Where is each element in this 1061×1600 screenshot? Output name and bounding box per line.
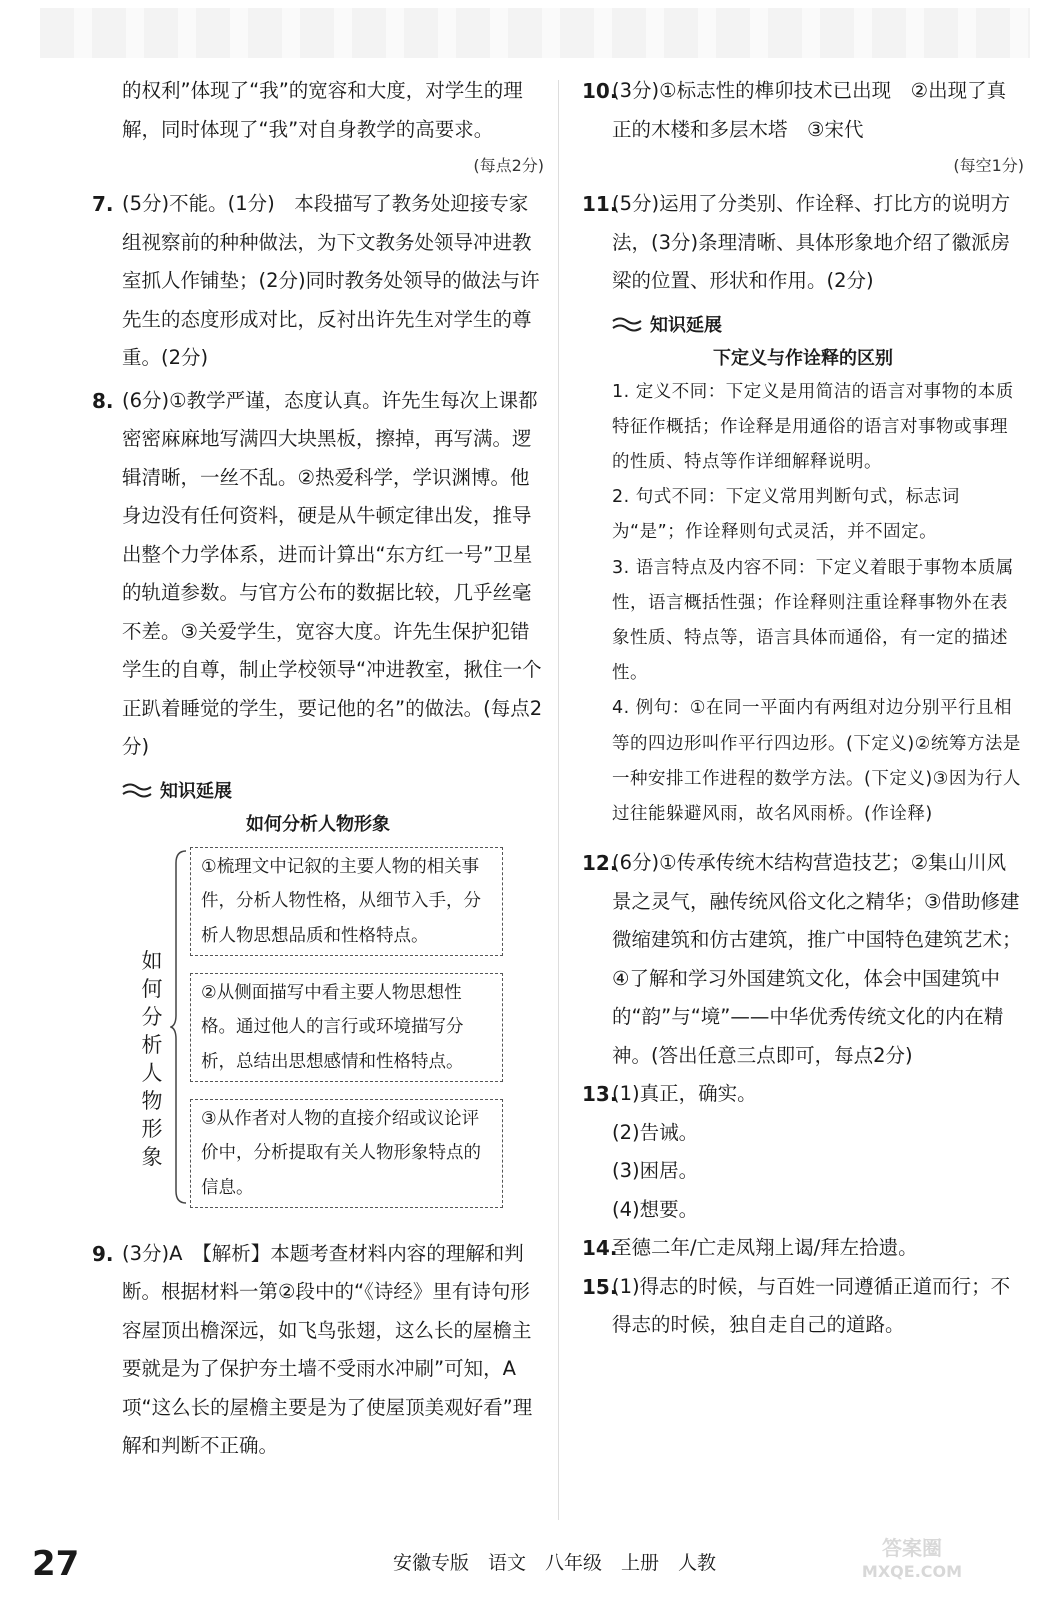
character-analysis-map [92, 847, 544, 1213]
question-number: 14. [582, 1236, 618, 1261]
knowledge-extension-header [122, 773, 544, 807]
page-number: 27 [32, 1544, 80, 1584]
map-label [137, 947, 167, 1171]
knowledge-title: 下定义与作诠释的区别 [713, 347, 893, 369]
answer-text: 至德二年/亡走凤翔上谒/拜左拾遗。 [612, 1236, 918, 1260]
answer-7 [92, 185, 544, 378]
brace-icon [170, 849, 188, 1205]
knowledge-point-4: 4. 例句：①在同一平面内有两组对边分别平行且相等的四边形叫作平行四边形。(下定义)②统筹方法是一种安排工作进程的数学方法。(下定义)③因为行人过往能躲避风雨，故名风雨桥。(作诠释) [612, 698, 1021, 824]
question-number: 7. [92, 192, 114, 216]
question-number: 15. [582, 1274, 618, 1299]
question-number: 13. [582, 1082, 618, 1107]
answer-12 [582, 844, 1024, 1075]
knowledge-extension-label: 知识延展 [650, 314, 722, 336]
map-label-text: 如何分析人物形象 [141, 948, 163, 1169]
answer-line: (1)真正，确实。 [612, 1082, 757, 1106]
answer-15 [582, 1268, 1024, 1345]
answer-9 [92, 1235, 544, 1466]
answer-6-continued: 的权利”体现了“我”的宽容和大度，对学生的理解，同时体现了“我”对自身教学的高要求。 [122, 79, 523, 141]
map-box-2: ②从侧面描写中看主要人物思想性格。通过他人的言行或环境描写分析，总结出思想感情和性格特点。 [190, 973, 503, 1083]
answer-text: (5分)运用了分类别、作诠释、打比方的说明方法，(3分)条理清晰、具体形象地介绍了徽派房梁的位置、形状和作用。(2分) [612, 192, 1011, 292]
answer-text: (6分)①教学严谨，态度认真。许先生每次上课都密密麻麻地写满四大块黑板，擦掉，再写满。逻辑清晰，一丝不乱。②热爱科学，学识渊博。他身边没有任何资料，硬是从牛顿定律出发，推导出整个力学体系，进而计算出“东方红一号”卫星的轨道参数。与官方公布的数据比较，几乎丝毫不差。③关爱学生，宽容大度。许先生保护犯错学生的自尊，制止学校领导“冲进教室，揪住一个正趴着睡觉的学生，要记他的名”的做法。(每点2分) [122, 388, 543, 758]
right-column [582, 72, 1024, 1345]
answer-11 [582, 185, 1024, 301]
top-header-band [40, 8, 1030, 58]
answer-line: (4)想要。 [612, 1197, 699, 1221]
knowledge-extension-label: 知识延展 [160, 780, 232, 802]
knowledge-point-2: 2. 句式不同：下定义常用判断句式，标志词为“是”；作诠释则句式灵活，并不固定。 [612, 487, 960, 543]
answer-text: (1)得志的时候，与百姓一同遵循正道而行；不得志的时候，独自走自己的道路。 [612, 1274, 1011, 1337]
wave-icon [612, 315, 642, 333]
answer-line: (2)告诫。 [612, 1120, 699, 1144]
wave-icon [122, 781, 152, 799]
watermark-line-2: MXQE.COM [861, 1562, 963, 1581]
answer-line: (3)困居。 [612, 1159, 699, 1183]
map-box-3: ③从作者对人物的直接介绍或议论评价中，分析提取有关人物形象特点的信息。 [190, 1099, 503, 1209]
watermark [842, 1536, 982, 1592]
answer-10 [582, 72, 1024, 149]
watermark-line-1: 答案圈 [882, 1536, 942, 1560]
score-note-6: (每点2分) [473, 156, 544, 175]
question-number: 8. [92, 388, 114, 413]
question-number: 11. [582, 192, 618, 216]
knowledge-point-3: 3. 语言特点及内容不同：下定义着眼于事物本质属性，语言概括性强；作诠释则注重诠释事物外在表象性质、特点等，语言具体而通俗，有一定的描述性。 [612, 557, 1014, 684]
knowledge-body [582, 375, 1024, 833]
map-box-1: ①梳理文中记叙的主要人物的相关事件，分析人物性格，从细节入手，分析人物思想品质和性格特点。 [190, 847, 503, 957]
question-number: 9. [92, 1241, 114, 1266]
question-number: 10. [582, 79, 618, 103]
knowledge-title: 如何分析人物形象 [246, 813, 390, 835]
answer-14 [582, 1229, 1024, 1268]
answer-13 [582, 1075, 1024, 1229]
column-divider [558, 80, 559, 1520]
answer-text: (3分)①标志性的榫卯技术已出现 ②出现了真正的木楼和多层木塔 ③宋代 [612, 79, 1007, 141]
knowledge-extension-header [612, 307, 1024, 341]
answer-text: (5分)不能。(1分) 本段描写了教务处迎接专家组视察前的种种做法，为下文教务处领导冲进教室抓人作铺垫；(2分)同时教务处领导的做法与许先生的态度形成对比，反衬出许先生对学生的尊重。(2分) [122, 192, 540, 369]
knowledge-point-1: 1. 定义不同：下定义是用简洁的语言对事物的本质特征作概括；作诠释是用通俗的语言对事物或事理的性质、特点等作详细解释说明。 [612, 381, 1014, 472]
score-note-10: (每空1分) [953, 156, 1024, 175]
answer-text: (3分)A 【解析】本题考查材料内容的理解和判断。根据材料一第②段中的“《诗经》里有诗句形容屋顶出檐深远，如飞鸟张翅，这么长的屋檐主要就是为了保护夯土墙不受雨水冲刷”可知，A项“这么长的屋檐主要是为了使屋顶美观好看”理解和判断不正确。 [122, 1241, 533, 1457]
answer-text: (6分)①传承传统木结构营造技艺；②集山川风景之灵气，融传统风俗文化之精华；③借助修建微缩建筑和仿古建筑，推广中国特色建筑艺术；④了解和学习外国建筑文化，体会中国建筑中的“韵”与“境”——中华优秀传统文化的内在精神。(答出任意三点即可，每点2分) [612, 851, 1022, 1067]
left-column [92, 72, 544, 1466]
question-number: 12. [582, 851, 618, 876]
answer-8 [92, 382, 544, 767]
edition-info: 安徽专版 语文 八年级 上册 人教 [393, 1552, 717, 1574]
